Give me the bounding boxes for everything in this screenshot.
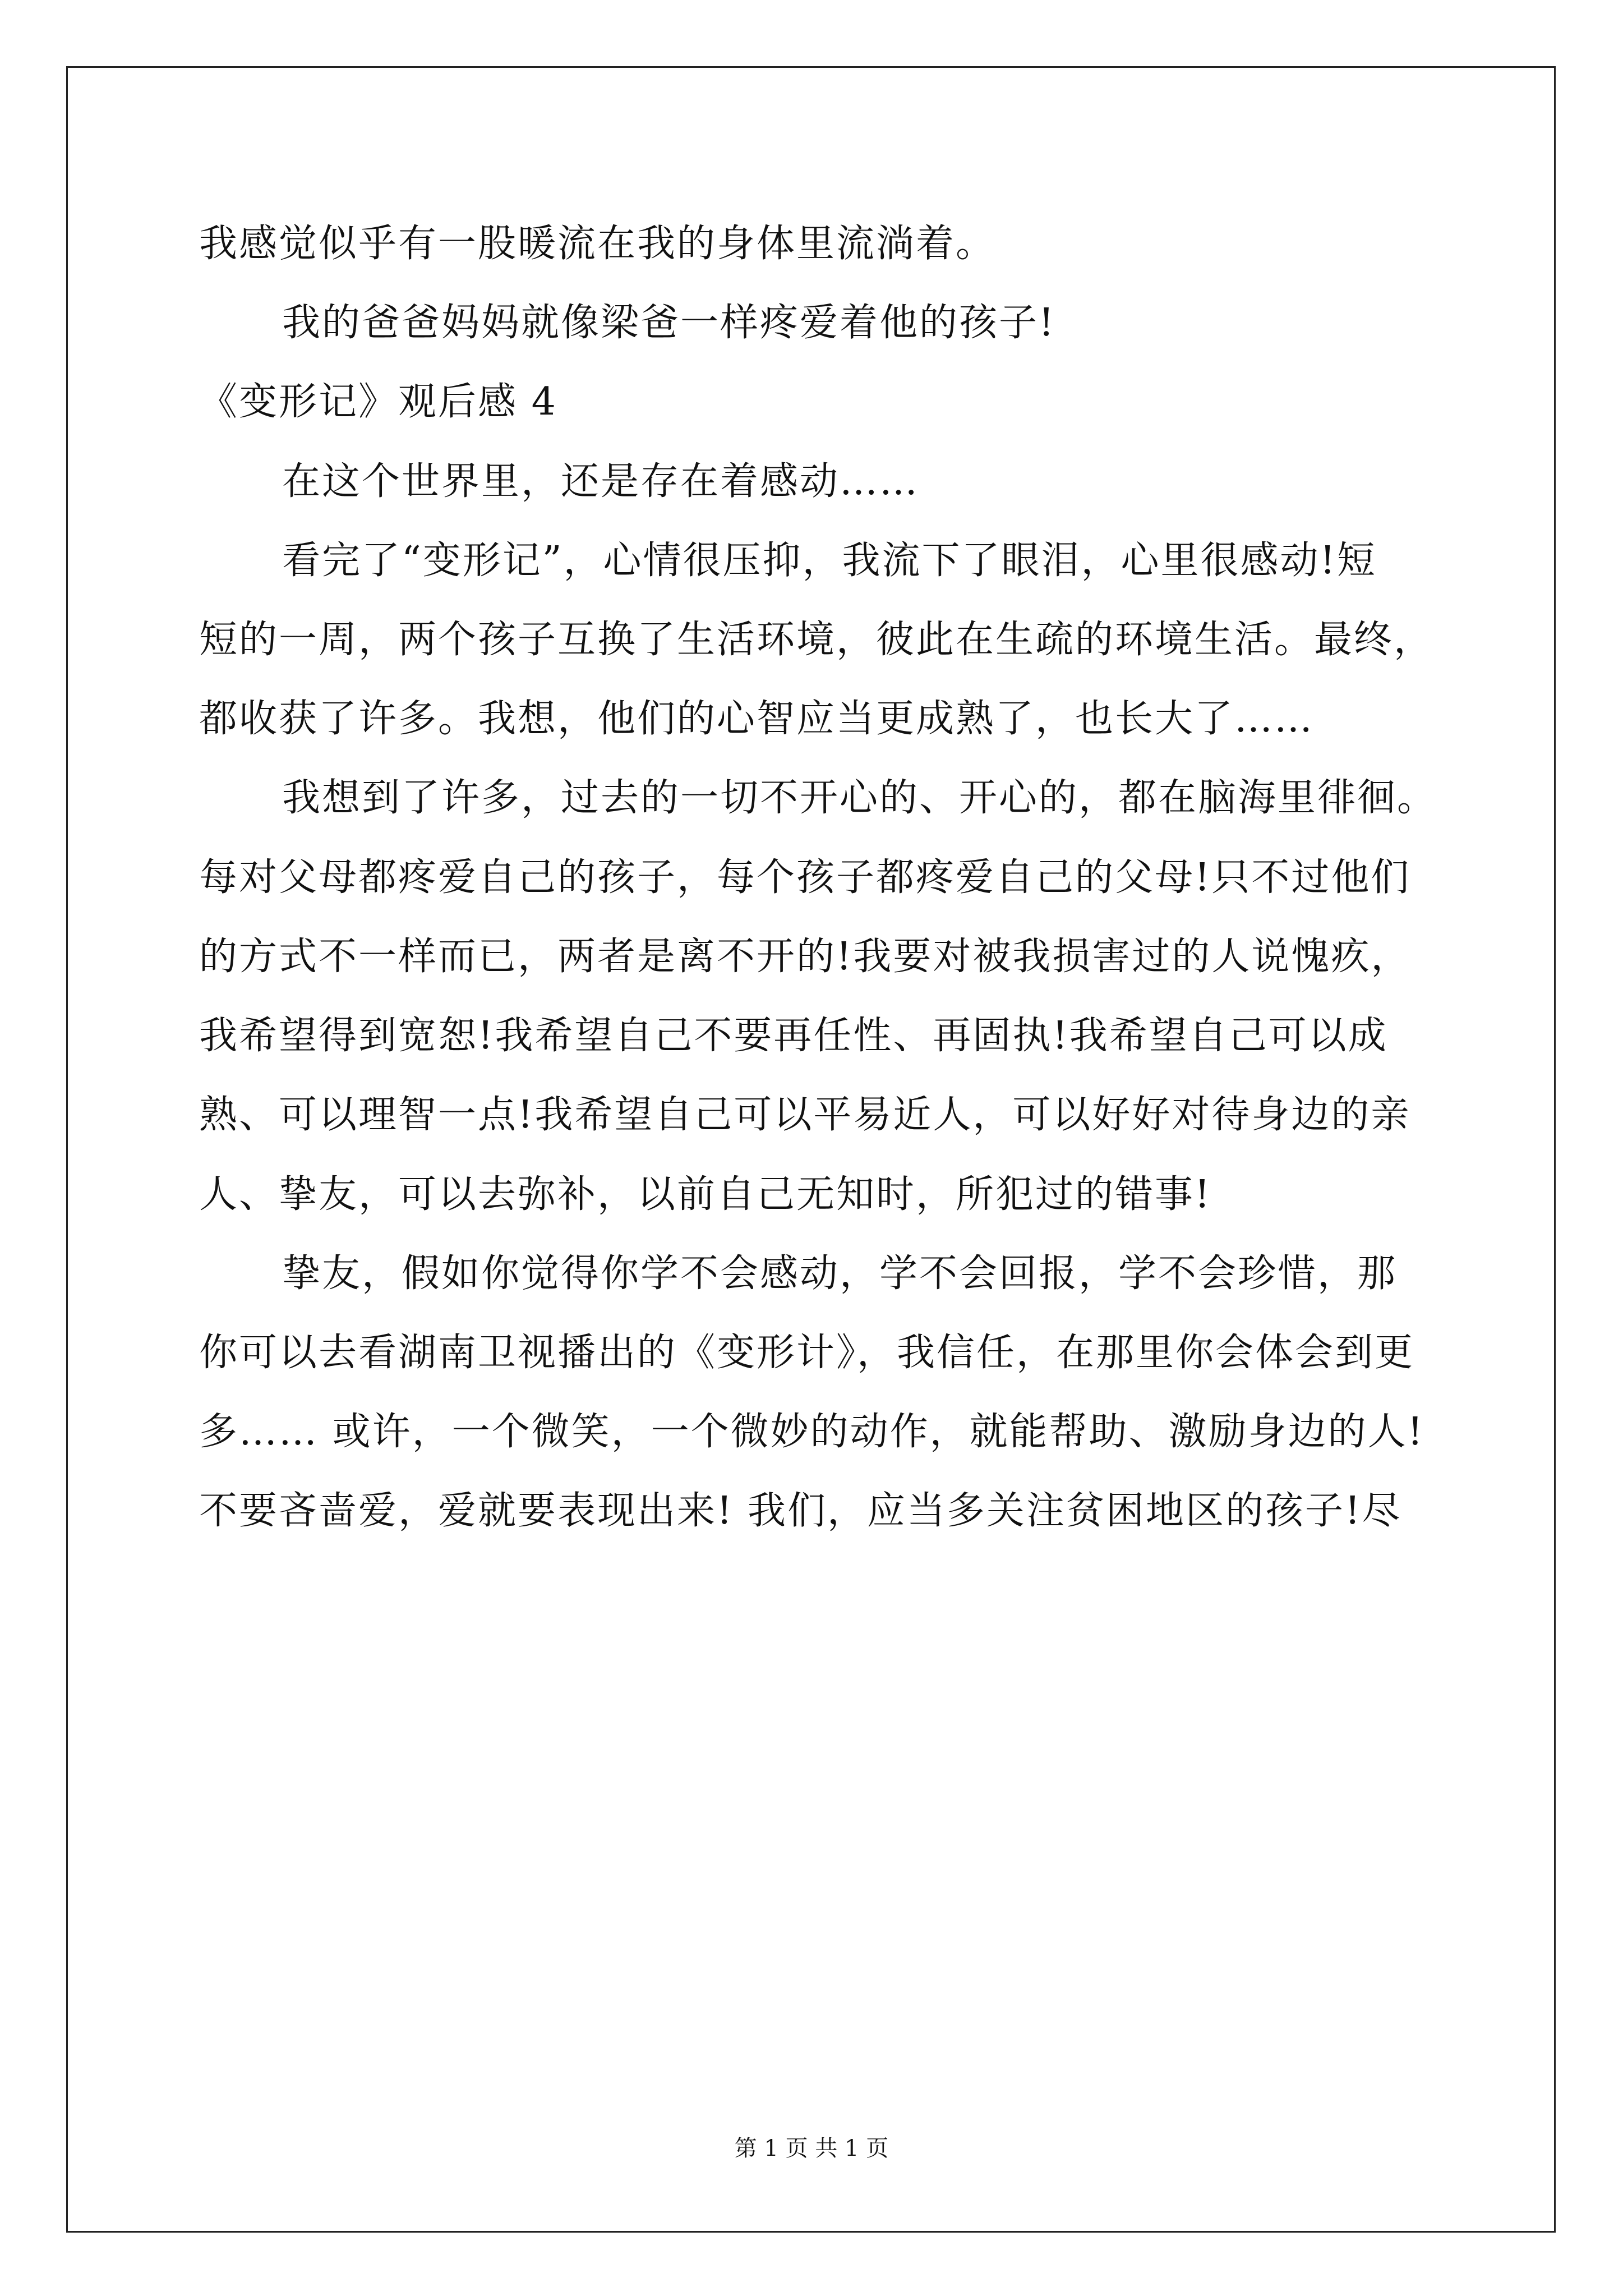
text-line: 多…… 或许，一个微笑，一个微妙的动作，就能帮助、激励身边的人! <box>199 1410 1424 1454</box>
text-line: 熟、可以理智一点!我希望自己可以平易近人，可以好好对待身边的亲 <box>199 1093 1411 1137</box>
text-line: 我希望得到宽恕!我希望自己不要再任性、再固执!我希望自己可以成 <box>199 1014 1388 1058</box>
text-line: 我感觉似乎有一股暖流在我的身体里流淌着。 <box>199 222 996 266</box>
text-line: 我想到了许多，过去的一切不开心的、开心的，都在脑海里徘徊。 <box>282 776 1437 820</box>
text-line: 你可以去看湖南卫视播出的《变形计》，我信任，在那里你会体会到更 <box>199 1331 1415 1375</box>
text-line: 我的爸爸妈妈就像梁爸一样疼爱着他的孩子! <box>282 301 1056 345</box>
text-line: 人、挚友，可以去弥补，以前自己无知时，所犯过的错事! <box>199 1172 1212 1217</box>
section-heading: 《变形记》观后感 4 <box>199 380 557 424</box>
text-line: 在这个世界里，还是存在着感动…… <box>282 459 920 504</box>
text-line: 短的一周，两个孩子互换了生活环境，彼此在生疏的环境生活。最终， <box>199 618 1434 662</box>
page-footer: 第 1 页 共 1 页 <box>734 2136 889 2161</box>
text-line: 看完了“变形记”，心情很压抑，我流下了眼泪，心里很感动!短 <box>282 539 1377 583</box>
text-line: 的方式不一样而已，两者是离不开的!我要对被我损害过的人说愧疚， <box>199 935 1411 979</box>
text-line: 都收获了许多。我想，他们的心智应当更成熟了，也长大了…… <box>199 697 1315 741</box>
text-line: 挚友，假如你觉得你学不会感动，学不会回报，学不会珍惜，那 <box>282 1251 1398 1296</box>
text-line: 每对父母都疼爱自己的孩子，每个孩子都疼爱自己的父母!只不过他们 <box>199 855 1411 900</box>
text-line: 不要吝啬爱，爱就要表现出来! 我们，应当多关注贫困地区的孩子!尽 <box>199 1489 1402 1533</box>
